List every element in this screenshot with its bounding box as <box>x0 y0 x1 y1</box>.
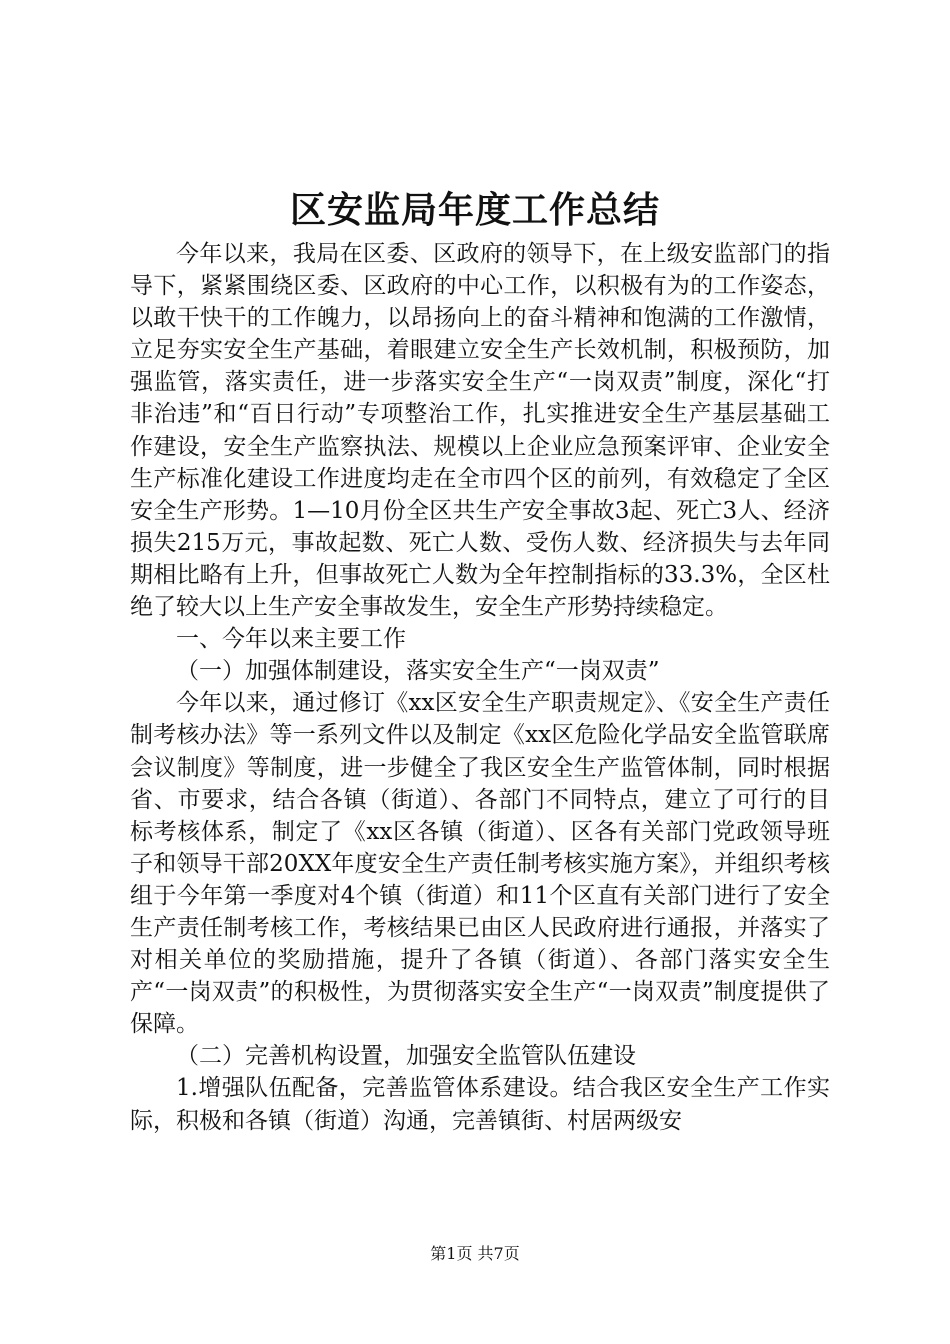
subsection-heading-2: （二）完善机构设置，加强安全监管队伍建设 <box>176 1043 636 1070</box>
subsection-2-paragraph: 1.增强队伍配备，完善监管体系建设。结合我区安全生产工作实际，积极和各镇（街道）沟通，完善镇街、村居两级安 <box>130 1075 830 1134</box>
intro-paragraph: 今年以来，我局在区委、区政府的领导下，在上级安监部门的指导下，紧紧围绕区委、区政府的中心工作，以积极有为的工作姿态，以敢干快干的工作魄力，以昂扬向上的奋斗精神和饱满的工作激情，立足夯实安全生产基础，着眼建立安全生产长效机制，积极预防，加强监管，落实责任，进一步落实安全生产“一岗双责”制度，深化“打非治违”和“百日行动”专项整治工作，扎实推进安全生产基层基础工作建设，安全生产监察执法、规模以上企业应急预案评审、企业安全生产标准化建设工作进度均走在全市四个区的前列，有效稳定了全区安全生产形势。1—10月份全区共生产安全事故3起、死亡3人、经济损失215万元，事故起数、死亡人数、受伤人数、经济损失与去年同期相比略有上升，但事故死亡人数为全年控制指标的33.3%，全区杜绝了较大以上生产安全事故发生，安全生产形势持续稳定。 <box>130 241 830 621</box>
document-body <box>130 238 830 1137</box>
subsection-1-paragraph: 今年以来，通过修订《xx区安全生产职责规定》、《安全生产责任制考核办法》等一系列文件以及制定《xx区危险化学品安全监管联席会议制度》等制度，进一步健全了我区安全生产监管体制，同时根据省、市要求，结合各镇（街道）、各部门不同特点，建立了可行的目标考核体系，制定了《xx区各镇（街道）、区各有关部门党政领导班子和领导干部20XX年度安全生产责任制考核实施方案》，并组织考核组于今年第一季度对4个镇（街道）和11个区直有关部门进行了安全生产责任制考核工作，考核结果已由区人民政府进行通报，并落实了对相关单位的奖励措施，提升了各镇（街道）、各部门落实安全生产“一岗双责”的积极性，为贯彻落实安全生产“一岗双责”制度提供了保障。 <box>130 690 830 1038</box>
document-title: 区安监局年度工作总结 <box>289 189 660 231</box>
page-footer: 第1页 共7页 <box>430 1244 520 1263</box>
section-heading-main-work: 一、今年以来主要工作 <box>176 626 406 653</box>
subsection-heading-1: （一）加强体制建设，落实安全生产“一岗双责” <box>176 658 660 685</box>
